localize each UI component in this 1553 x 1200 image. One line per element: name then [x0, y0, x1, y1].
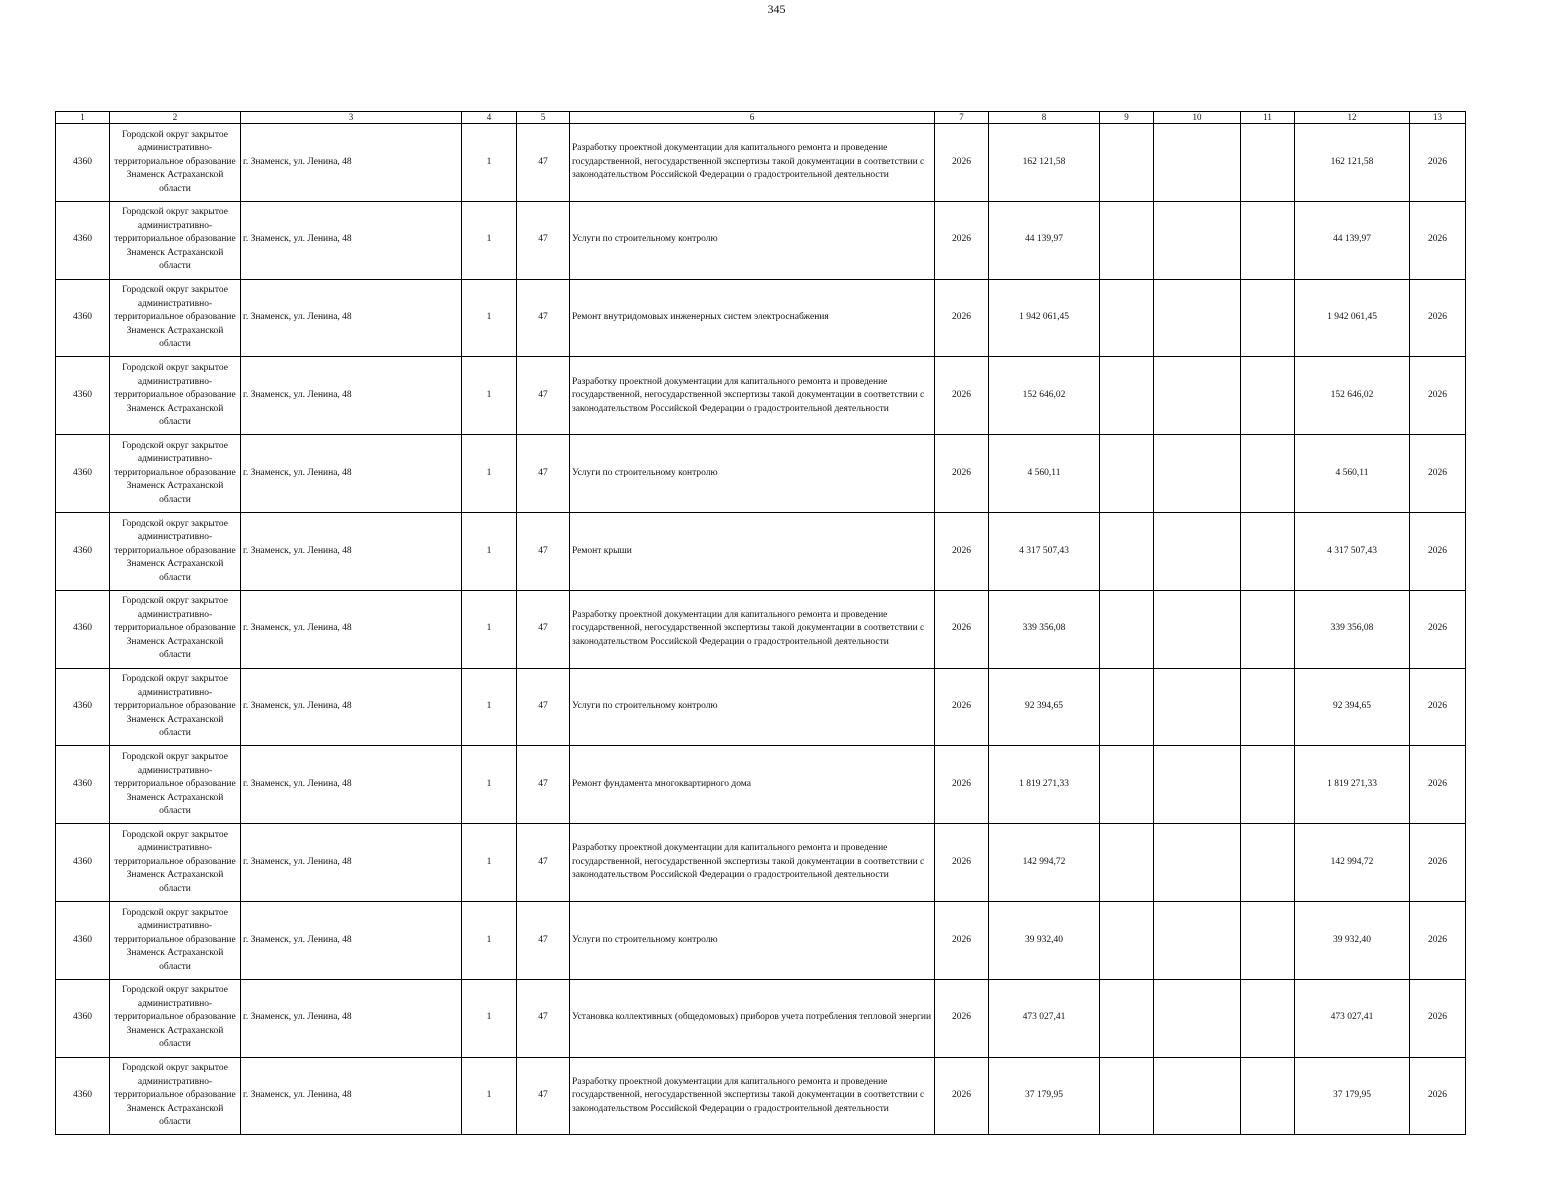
column-header-2: 2	[110, 112, 241, 124]
table-row	[56, 590, 1466, 668]
col10-cell	[1154, 901, 1241, 979]
col11-cell	[1241, 824, 1295, 902]
col9-cell	[1100, 435, 1154, 513]
col11-cell	[1241, 512, 1295, 590]
cost-total-cell: 152 646,02	[989, 357, 1100, 435]
cost-total-cell: 473 027,41	[989, 979, 1100, 1057]
column-header-11: 11	[1241, 112, 1295, 124]
cost-total-cell: 162 121,58	[989, 124, 1100, 202]
col11-cell	[1241, 201, 1295, 279]
col5-cell: 47	[517, 979, 570, 1057]
year-cell: 2026	[935, 124, 989, 202]
col10-cell	[1154, 201, 1241, 279]
completion-year-cell: 2026	[1410, 746, 1466, 824]
work-type-cell: Услуги по строительному контролю	[570, 201, 935, 279]
cost-total-cell: 92 394,65	[989, 668, 1100, 746]
work-type-cell: Разработку проектной документации для капитального ремонта и проведение государственной, негосударственной экспертизы такой документации в соответствии с законодательством Российской Федерации о градостроительной деятельности	[570, 824, 935, 902]
year-cell: 2026	[935, 512, 989, 590]
col4-cell: 1	[462, 979, 517, 1057]
col11-cell	[1241, 279, 1295, 357]
cost-total-cell: 39 932,40	[989, 901, 1100, 979]
column-header-10: 10	[1154, 112, 1241, 124]
work-type-cell: Разработку проектной документации для капитального ремонта и проведение государственной, негосударственной экспертизы такой документации в соответствии с законодательством Российской Федерации о градостроительной деятельности	[570, 124, 935, 202]
col4-cell: 1	[462, 279, 517, 357]
work-type-cell: Разработку проектной документации для капитального ремонта и проведение государственной, негосударственной экспертизы такой документации в соответствии с законодательством Российской Федерации о градостроительной деятельности	[570, 357, 935, 435]
mkd-code-cell: 4360	[56, 435, 110, 513]
year-cell: 2026	[935, 901, 989, 979]
col5-cell: 47	[517, 357, 570, 435]
table-row	[56, 668, 1466, 746]
work-type-cell: Установка коллективных (общедомовых) приборов учета потребления тепловой энергии	[570, 979, 935, 1057]
table-row	[56, 124, 1466, 202]
cost-total-cell: 44 139,97	[989, 201, 1100, 279]
col11-cell	[1241, 668, 1295, 746]
year-cell: 2026	[935, 746, 989, 824]
col11-cell	[1241, 979, 1295, 1057]
col10-cell	[1154, 512, 1241, 590]
completion-year-cell: 2026	[1410, 824, 1466, 902]
col5-cell: 47	[517, 124, 570, 202]
col11-cell	[1241, 901, 1295, 979]
col4-cell: 1	[462, 746, 517, 824]
mkd-code-cell: 4360	[56, 746, 110, 824]
completion-year-cell: 2026	[1410, 979, 1466, 1057]
col10-cell	[1154, 979, 1241, 1057]
work-type-cell: Услуги по строительному контролю	[570, 668, 935, 746]
table-row	[56, 901, 1466, 979]
col9-cell	[1100, 590, 1154, 668]
mkd-code-cell: 4360	[56, 124, 110, 202]
col4-cell: 1	[462, 124, 517, 202]
col11-cell	[1241, 746, 1295, 824]
municipality-cell: Городской округ закрытое административно-территориальное образование Знаменск Астраханской области	[110, 357, 241, 435]
work-type-cell: Ремонт крыши	[570, 512, 935, 590]
municipality-cell: Городской округ закрытое административно-территориальное образование Знаменск Астраханской области	[110, 590, 241, 668]
year-cell: 2026	[935, 279, 989, 357]
col11-cell	[1241, 435, 1295, 513]
col4-cell: 1	[462, 824, 517, 902]
municipality-cell: Городской округ закрытое административно-территориальное образование Знаменск Астраханской области	[110, 979, 241, 1057]
work-type-cell: Услуги по строительному контролю	[570, 901, 935, 979]
mkd-code-cell: 4360	[56, 357, 110, 435]
mkd-code-cell: 4360	[56, 279, 110, 357]
cost-total-cell: 4 317 507,43	[989, 512, 1100, 590]
table-row	[56, 1057, 1466, 1135]
address-cell: г. Знаменск, ул. Ленина, 48	[241, 824, 462, 902]
column-header-13: 13	[1410, 112, 1466, 124]
table-row	[56, 435, 1466, 513]
col10-cell	[1154, 279, 1241, 357]
column-header-1: 1	[56, 112, 110, 124]
municipality-cell: Городской округ закрытое административно-территориальное образование Знаменск Астраханской области	[110, 279, 241, 357]
col4-cell: 1	[462, 901, 517, 979]
mkd-code-cell: 4360	[56, 590, 110, 668]
work-type-cell: Разработку проектной документации для капитального ремонта и проведение государственной, негосударственной экспертизы такой документации в соответствии с законодательством Российской Федерации о градостроительной деятельности	[570, 590, 935, 668]
completion-year-cell: 2026	[1410, 668, 1466, 746]
col4-cell: 1	[462, 435, 517, 513]
cost-fund-cell: 39 932,40	[1295, 901, 1410, 979]
work-type-cell: Услуги по строительному контролю	[570, 435, 935, 513]
cost-fund-cell: 44 139,97	[1295, 201, 1410, 279]
col5-cell: 47	[517, 824, 570, 902]
col5-cell: 47	[517, 279, 570, 357]
cost-fund-cell: 92 394,65	[1295, 668, 1410, 746]
col5-cell: 47	[517, 590, 570, 668]
year-cell: 2026	[935, 668, 989, 746]
cost-fund-cell: 152 646,02	[1295, 357, 1410, 435]
municipality-cell: Городской округ закрытое административно-территориальное образование Знаменск Астраханской области	[110, 1057, 241, 1135]
col5-cell: 47	[517, 746, 570, 824]
column-number-row	[56, 112, 1466, 124]
page-number: 345	[767, 2, 786, 16]
col9-cell	[1100, 901, 1154, 979]
column-header-12: 12	[1295, 112, 1410, 124]
col9-cell	[1100, 979, 1154, 1057]
col11-cell	[1241, 1057, 1295, 1135]
year-cell: 2026	[935, 435, 989, 513]
repair-plan-table	[55, 111, 1466, 1135]
col10-cell	[1154, 668, 1241, 746]
table-row	[56, 201, 1466, 279]
col9-cell	[1100, 124, 1154, 202]
col10-cell	[1154, 357, 1241, 435]
col11-cell	[1241, 124, 1295, 202]
cost-fund-cell: 142 994,72	[1295, 824, 1410, 902]
year-cell: 2026	[935, 590, 989, 668]
cost-total-cell: 339 356,08	[989, 590, 1100, 668]
column-header-5: 5	[517, 112, 570, 124]
mkd-code-cell: 4360	[56, 824, 110, 902]
municipality-cell: Городской округ закрытое административно-территориальное образование Знаменск Астраханской области	[110, 512, 241, 590]
address-cell: г. Знаменск, ул. Ленина, 48	[241, 435, 462, 513]
completion-year-cell: 2026	[1410, 590, 1466, 668]
cost-fund-cell: 162 121,58	[1295, 124, 1410, 202]
column-header-8: 8	[989, 112, 1100, 124]
municipality-cell: Городской округ закрытое административно-территориальное образование Знаменск Астраханской области	[110, 901, 241, 979]
col9-cell	[1100, 512, 1154, 590]
municipality-cell: Городской округ закрытое административно-территориальное образование Знаменск Астраханской области	[110, 746, 241, 824]
mkd-code-cell: 4360	[56, 201, 110, 279]
mkd-code-cell: 4360	[56, 512, 110, 590]
col5-cell: 47	[517, 668, 570, 746]
col10-cell	[1154, 746, 1241, 824]
address-cell: г. Знаменск, ул. Ленина, 48	[241, 746, 462, 824]
municipality-cell: Городской округ закрытое административно-территориальное образование Знаменск Астраханской области	[110, 201, 241, 279]
col9-cell	[1100, 746, 1154, 824]
address-cell: г. Знаменск, ул. Ленина, 48	[241, 279, 462, 357]
completion-year-cell: 2026	[1410, 512, 1466, 590]
cost-fund-cell: 4 560,11	[1295, 435, 1410, 513]
municipality-cell: Городской округ закрытое административно-территориальное образование Знаменск Астраханской области	[110, 824, 241, 902]
col10-cell	[1154, 435, 1241, 513]
cost-total-cell: 4 560,11	[989, 435, 1100, 513]
cost-fund-cell: 4 317 507,43	[1295, 512, 1410, 590]
address-cell: г. Знаменск, ул. Ленина, 48	[241, 901, 462, 979]
year-cell: 2026	[935, 979, 989, 1057]
completion-year-cell: 2026	[1410, 124, 1466, 202]
column-header-3: 3	[241, 112, 462, 124]
year-cell: 2026	[935, 357, 989, 435]
work-type-cell: Ремонт внутридомовых инженерных систем электроснабжения	[570, 279, 935, 357]
col10-cell	[1154, 1057, 1241, 1135]
col5-cell: 47	[517, 201, 570, 279]
municipality-cell: Городской округ закрытое административно-территориальное образование Знаменск Астраханской области	[110, 124, 241, 202]
column-header-6: 6	[570, 112, 935, 124]
col10-cell	[1154, 124, 1241, 202]
col9-cell	[1100, 357, 1154, 435]
address-cell: г. Знаменск, ул. Ленина, 48	[241, 668, 462, 746]
col9-cell	[1100, 279, 1154, 357]
col5-cell: 47	[517, 435, 570, 513]
table-row	[56, 979, 1466, 1057]
completion-year-cell: 2026	[1410, 901, 1466, 979]
col5-cell: 47	[517, 1057, 570, 1135]
completion-year-cell: 2026	[1410, 1057, 1466, 1135]
work-type-cell: Ремонт фундамента многоквартирного дома	[570, 746, 935, 824]
cost-fund-cell: 473 027,41	[1295, 979, 1410, 1057]
mkd-code-cell: 4360	[56, 1057, 110, 1135]
cost-fund-cell: 1 819 271,33	[1295, 746, 1410, 824]
col10-cell	[1154, 824, 1241, 902]
col4-cell: 1	[462, 1057, 517, 1135]
completion-year-cell: 2026	[1410, 201, 1466, 279]
completion-year-cell: 2026	[1410, 279, 1466, 357]
col5-cell: 47	[517, 901, 570, 979]
col4-cell: 1	[462, 668, 517, 746]
table-body	[56, 124, 1466, 1135]
col9-cell	[1100, 1057, 1154, 1135]
municipality-cell: Городской округ закрытое административно-территориальное образование Знаменск Астраханской области	[110, 435, 241, 513]
col5-cell: 47	[517, 512, 570, 590]
col4-cell: 1	[462, 201, 517, 279]
year-cell: 2026	[935, 824, 989, 902]
col4-cell: 1	[462, 512, 517, 590]
col11-cell	[1241, 590, 1295, 668]
address-cell: г. Знаменск, ул. Ленина, 48	[241, 512, 462, 590]
address-cell: г. Знаменск, ул. Ленина, 48	[241, 590, 462, 668]
cost-total-cell: 1 942 061,45	[989, 279, 1100, 357]
completion-year-cell: 2026	[1410, 435, 1466, 513]
address-cell: г. Знаменск, ул. Ленина, 48	[241, 979, 462, 1057]
col9-cell	[1100, 824, 1154, 902]
col11-cell	[1241, 357, 1295, 435]
year-cell: 2026	[935, 1057, 989, 1135]
column-header-9: 9	[1100, 112, 1154, 124]
col4-cell: 1	[462, 590, 517, 668]
address-cell: г. Знаменск, ул. Ленина, 48	[241, 357, 462, 435]
address-cell: г. Знаменск, ул. Ленина, 48	[241, 1057, 462, 1135]
table-row	[56, 279, 1466, 357]
work-type-cell: Разработку проектной документации для капитального ремонта и проведение государственной, негосударственной экспертизы такой документации в соответствии с законодательством Российской Федерации о градостроительной деятельности	[570, 1057, 935, 1135]
table-row	[56, 512, 1466, 590]
col4-cell: 1	[462, 357, 517, 435]
municipality-cell: Городской округ закрытое административно-территориальное образование Знаменск Астраханской области	[110, 668, 241, 746]
col10-cell	[1154, 590, 1241, 668]
cost-total-cell: 1 819 271,33	[989, 746, 1100, 824]
cost-fund-cell: 339 356,08	[1295, 590, 1410, 668]
year-cell: 2026	[935, 201, 989, 279]
table-header	[56, 112, 1466, 124]
cost-fund-cell: 37 179,95	[1295, 1057, 1410, 1135]
col9-cell	[1100, 668, 1154, 746]
cost-total-cell: 142 994,72	[989, 824, 1100, 902]
address-cell: г. Знаменск, ул. Ленина, 48	[241, 124, 462, 202]
table-row	[56, 824, 1466, 902]
cost-total-cell: 37 179,95	[989, 1057, 1100, 1135]
completion-year-cell: 2026	[1410, 357, 1466, 435]
mkd-code-cell: 4360	[56, 668, 110, 746]
table-row	[56, 746, 1466, 824]
col9-cell	[1100, 201, 1154, 279]
mkd-code-cell: 4360	[56, 979, 110, 1057]
column-header-7: 7	[935, 112, 989, 124]
cost-fund-cell: 1 942 061,45	[1295, 279, 1410, 357]
table-row	[56, 357, 1466, 435]
mkd-code-cell: 4360	[56, 901, 110, 979]
address-cell: г. Знаменск, ул. Ленина, 48	[241, 201, 462, 279]
column-header-4: 4	[462, 112, 517, 124]
